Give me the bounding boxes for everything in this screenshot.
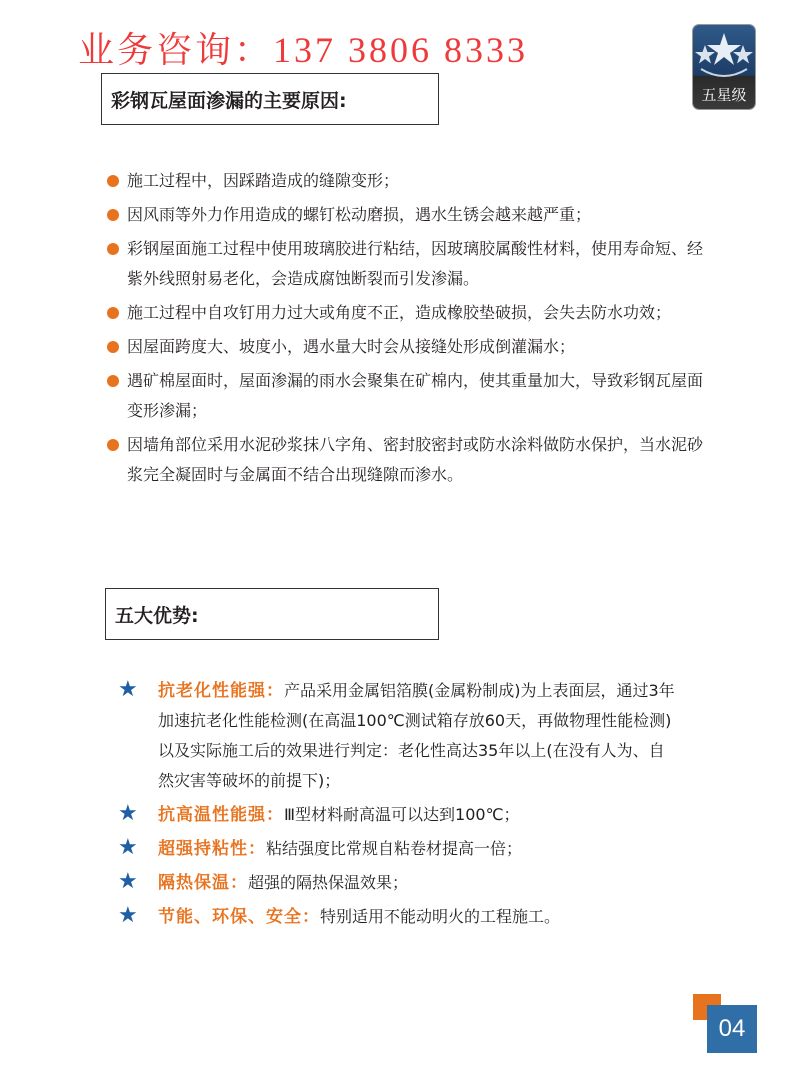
list-item: 施工过程中，因踩踏造成的缝隙变形；	[106, 166, 706, 196]
list-item: 彩钢屋面施工过程中使用玻璃胶进行粘结，因玻璃胶属酸性材料，使用寿命短、经紫外线照射易老化，会造成腐蚀断裂而引发渗漏。	[106, 234, 706, 294]
hotline-text: 业务咨询：137 3806 8333	[78, 30, 529, 70]
list-item: 因风雨等外力作用造成的螺钉松动磨损，遇水生锈会越来越严重；	[106, 200, 706, 230]
star-icon: ★	[118, 903, 138, 928]
advantage-text: 粘结强度比常规自粘卷材提高一倍；	[266, 839, 523, 858]
advantage-text: Ⅲ型材料耐高温可以达到100℃；	[284, 805, 520, 824]
bullet-dot-icon	[107, 439, 119, 451]
advantage-title: 节能、环保、安全：	[158, 907, 320, 927]
page-number: 04	[707, 1005, 757, 1053]
bullet-dot-icon	[107, 209, 119, 221]
list-item	[118, 800, 678, 830]
list-item: 因墙角部位采用水泥砂浆抹八字角、密封胶密封或防水涂料做防水保护，当水泥砂浆完全凝固时与金属面不结合出现缝隙而渗水。	[106, 430, 706, 490]
badge-label: 五星级	[701, 86, 747, 104]
stars-icon	[693, 25, 755, 89]
list-item	[118, 834, 678, 864]
list-item	[118, 676, 678, 796]
list-item	[118, 868, 678, 898]
list-item: 施工过程中自攻钉用力过大或角度不正，造成橡胶垫破损，会失去防水功效；	[106, 298, 706, 328]
advantage-text: 产品采用金属铝箔膜(金属粉制成)为上表面层，通过3年加速抗老化性能检测(在高温100℃测试箱存放60天，再做物理性能检测)以及实际施工后的效果进行判定：老化性高达35年以上(在没有人为、自然灾害等破坏的前提下)；	[158, 681, 675, 790]
star-icon: ★	[118, 869, 138, 894]
bullet-dot-icon	[107, 375, 119, 387]
list-item: 遇矿棉屋面时，屋面渗漏的雨水会聚集在矿棉内，使其重量加大，导致彩钢瓦屋面变形渗漏；	[106, 366, 706, 426]
star-icon: ★	[118, 677, 138, 702]
bullet-dot-icon	[107, 175, 119, 187]
bullet-dot-icon	[107, 243, 119, 255]
list-item: 因屋面跨度大、坡度小，遇水量大时会从接缝处形成倒灌漏水；	[106, 332, 706, 362]
advantage-title: 抗高温性能强：	[158, 805, 284, 825]
advantage-title: 抗老化性能强：	[158, 681, 284, 701]
advantage-title: 隔热保温：	[158, 873, 248, 893]
star-icon: ★	[118, 801, 138, 826]
advantages-list	[118, 676, 678, 936]
star-icon: ★	[118, 835, 138, 860]
advantage-text: 特别适用不能动明火的工程施工。	[320, 907, 561, 926]
advantage-title: 超强持粘性：	[158, 839, 266, 859]
bullet-dot-icon	[107, 307, 119, 319]
five-star-badge	[693, 25, 755, 109]
advantages-heading: 五大优势:	[105, 588, 439, 640]
causes-list	[106, 166, 706, 494]
list-item	[118, 902, 678, 932]
bullet-dot-icon	[107, 341, 119, 353]
causes-heading: 彩钢瓦屋面渗漏的主要原因:	[101, 73, 439, 125]
advantage-text: 超强的隔热保温效果；	[248, 873, 409, 892]
